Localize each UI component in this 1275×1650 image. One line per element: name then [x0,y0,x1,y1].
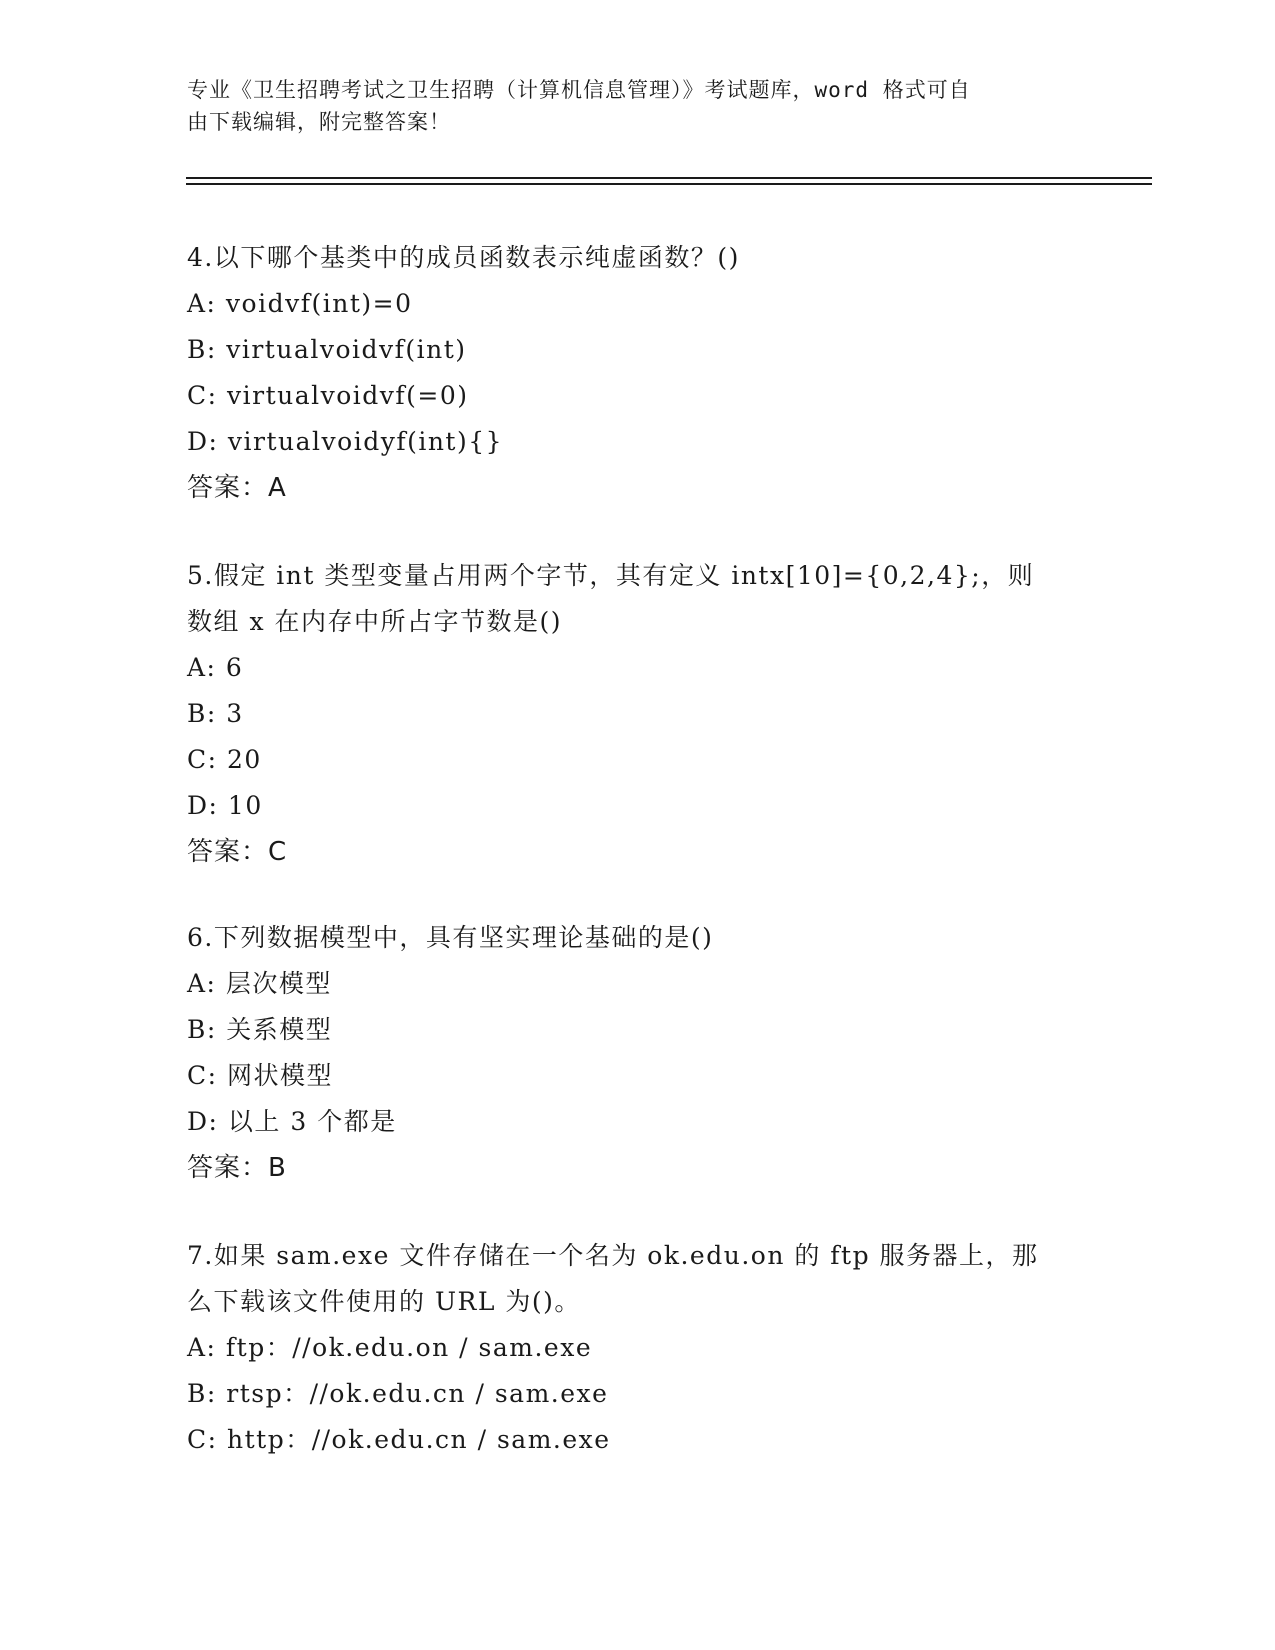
option-b: B: 3 [187,699,244,728]
option-c: C: virtualvoidvf(=0) [187,381,469,410]
answer: 答案：B [187,1153,287,1183]
option-b: B: 关系模型 [187,1015,333,1044]
question-stem: 6.下列数据模型中，具有坚实理论基础的是() [187,923,714,952]
option-c: C: http：//ok.edu.cn / sam.exe [187,1425,611,1454]
option-b: B: rtsp：//ok.edu.cn / sam.exe [187,1379,609,1408]
option-b: B: virtualvoidvf(int) [187,335,467,364]
header-rule-bottom [186,183,1152,185]
option-a: A: 层次模型 [187,969,332,998]
document-header [187,74,1067,138]
question-stem: 7.如果 sam.exe 文件存储在一个名为 ok.edu.on 的 ftp 服务器上，那 [187,1241,1039,1270]
option-c: C: 网状模型 [187,1061,333,1090]
question-6 [187,915,1087,1191]
question-7 [187,1233,1087,1463]
header-rule-top [186,177,1152,179]
option-d: D: 10 [187,791,263,820]
question-stem-continued: 数组 x 在内存中所占字节数是() [187,607,563,636]
option-c: C: 20 [187,745,262,774]
header-line-2: 由下载编辑，附完整答案！ [187,110,451,134]
option-d: D: virtualvoidyf(int){} [187,427,504,456]
question-stem-continued: 么下载该文件使用的 URL 为()。 [187,1287,581,1316]
option-a: A: ftp：//ok.edu.on / sam.exe [187,1333,593,1362]
option-d: D: 以上 3 个都是 [187,1107,397,1136]
question-stem: 5.假定 int 类型变量占用两个字节，其有定义 intx[10]={0,2,4};，则 [187,561,1035,590]
answer: 答案：C [187,837,288,867]
option-a: A: voidvf(int)=0 [187,289,413,318]
answer: 答案：A [187,473,287,503]
option-a: A: 6 [187,653,244,682]
question-stem: 4.以下哪个基类中的成员函数表示纯虚函数？() [187,243,740,272]
question-5 [187,553,1087,875]
question-4 [187,235,1087,511]
header-line-1: 专业《卫生招聘考试之卫生招聘（计算机信息管理）》考试题库，word 格式可自 [187,78,971,102]
